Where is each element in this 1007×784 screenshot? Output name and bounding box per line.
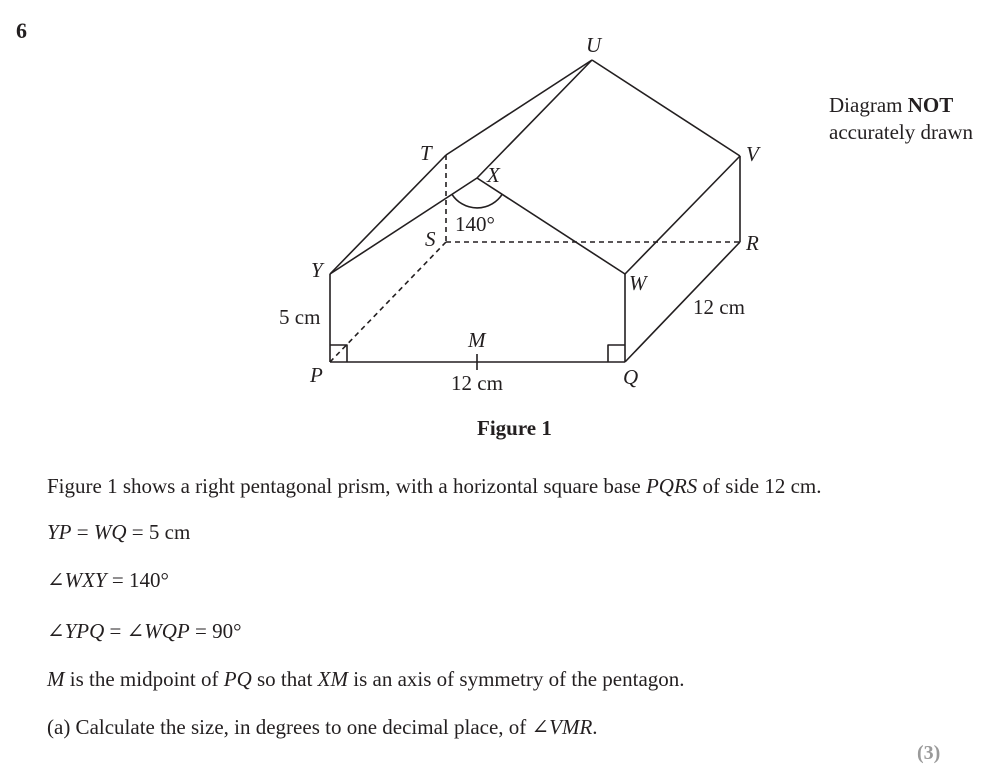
math-m: M xyxy=(47,667,65,691)
angle-symbol: ∠ xyxy=(47,619,65,643)
angle-label: 140° xyxy=(455,212,495,236)
label-v: V xyxy=(746,142,759,166)
text-line-3 xyxy=(47,568,169,593)
length-yp: 5 cm xyxy=(279,305,321,329)
figure-caption: Figure 1 xyxy=(477,416,552,440)
label-q: Q xyxy=(623,365,639,389)
text: of side 12 cm. xyxy=(697,474,822,498)
text: = ∠ xyxy=(104,619,145,643)
edge-sp-hidden xyxy=(330,242,446,362)
note-not: NOT xyxy=(907,93,954,117)
label-r: R xyxy=(746,231,759,255)
text: = xyxy=(71,520,94,544)
length-qr: 12 cm xyxy=(693,295,745,319)
text: (a) Calculate the size, in degrees to one decimal place, of ∠ xyxy=(47,715,550,739)
note-text: Diagram xyxy=(829,93,908,117)
label-m: M xyxy=(468,328,486,352)
text: Figure 1 shows a right pentagonal prism, with a horizontal square base xyxy=(47,474,646,498)
length-pq: 12 cm xyxy=(451,371,503,395)
text: . xyxy=(592,715,598,739)
angle-symbol: ∠ xyxy=(47,568,65,592)
edge-yt xyxy=(330,155,446,274)
math-wqp: WQP xyxy=(144,619,190,643)
label-u: U xyxy=(586,33,602,57)
label-w: W xyxy=(629,271,647,295)
text-line-5 xyxy=(47,667,685,692)
math-pq: PQ xyxy=(223,667,252,691)
text: is the midpoint of xyxy=(64,667,224,691)
label-s: S xyxy=(425,227,436,251)
edge-ux xyxy=(477,60,592,178)
edge-vw xyxy=(625,156,740,274)
math-vmr: VMR xyxy=(549,715,593,739)
math-yp: YP xyxy=(47,520,72,544)
math-pqrs: PQRS xyxy=(645,474,698,498)
math-xm: XM xyxy=(317,667,348,691)
edge-tu xyxy=(446,60,592,155)
math-wq: WQ xyxy=(93,520,127,544)
text-line-1 xyxy=(47,474,822,499)
question-part-a xyxy=(47,715,598,740)
edge-uv xyxy=(592,60,740,156)
edge-xw xyxy=(477,178,625,274)
label-p: P xyxy=(310,363,323,387)
text-line-4 xyxy=(47,619,242,644)
text: is an axis of symmetry of the pentagon. xyxy=(348,667,685,691)
angle-arc-wxy xyxy=(452,194,502,208)
label-t: T xyxy=(420,141,432,165)
note-text-2: accurately drawn xyxy=(829,120,973,144)
text: so that xyxy=(251,667,318,691)
label-x: X xyxy=(487,163,500,187)
math-ypq: YPQ xyxy=(64,619,105,643)
text: = 90° xyxy=(189,619,242,643)
right-angle-q xyxy=(608,345,625,362)
math-wxy: WXY xyxy=(64,568,107,592)
question-number: 6 xyxy=(16,18,27,43)
text: = 140° xyxy=(106,568,169,592)
text: = 5 cm xyxy=(126,520,191,544)
label-y: Y xyxy=(311,258,323,282)
text-line-2 xyxy=(47,520,190,545)
marks-indicator: (3) xyxy=(917,742,941,764)
